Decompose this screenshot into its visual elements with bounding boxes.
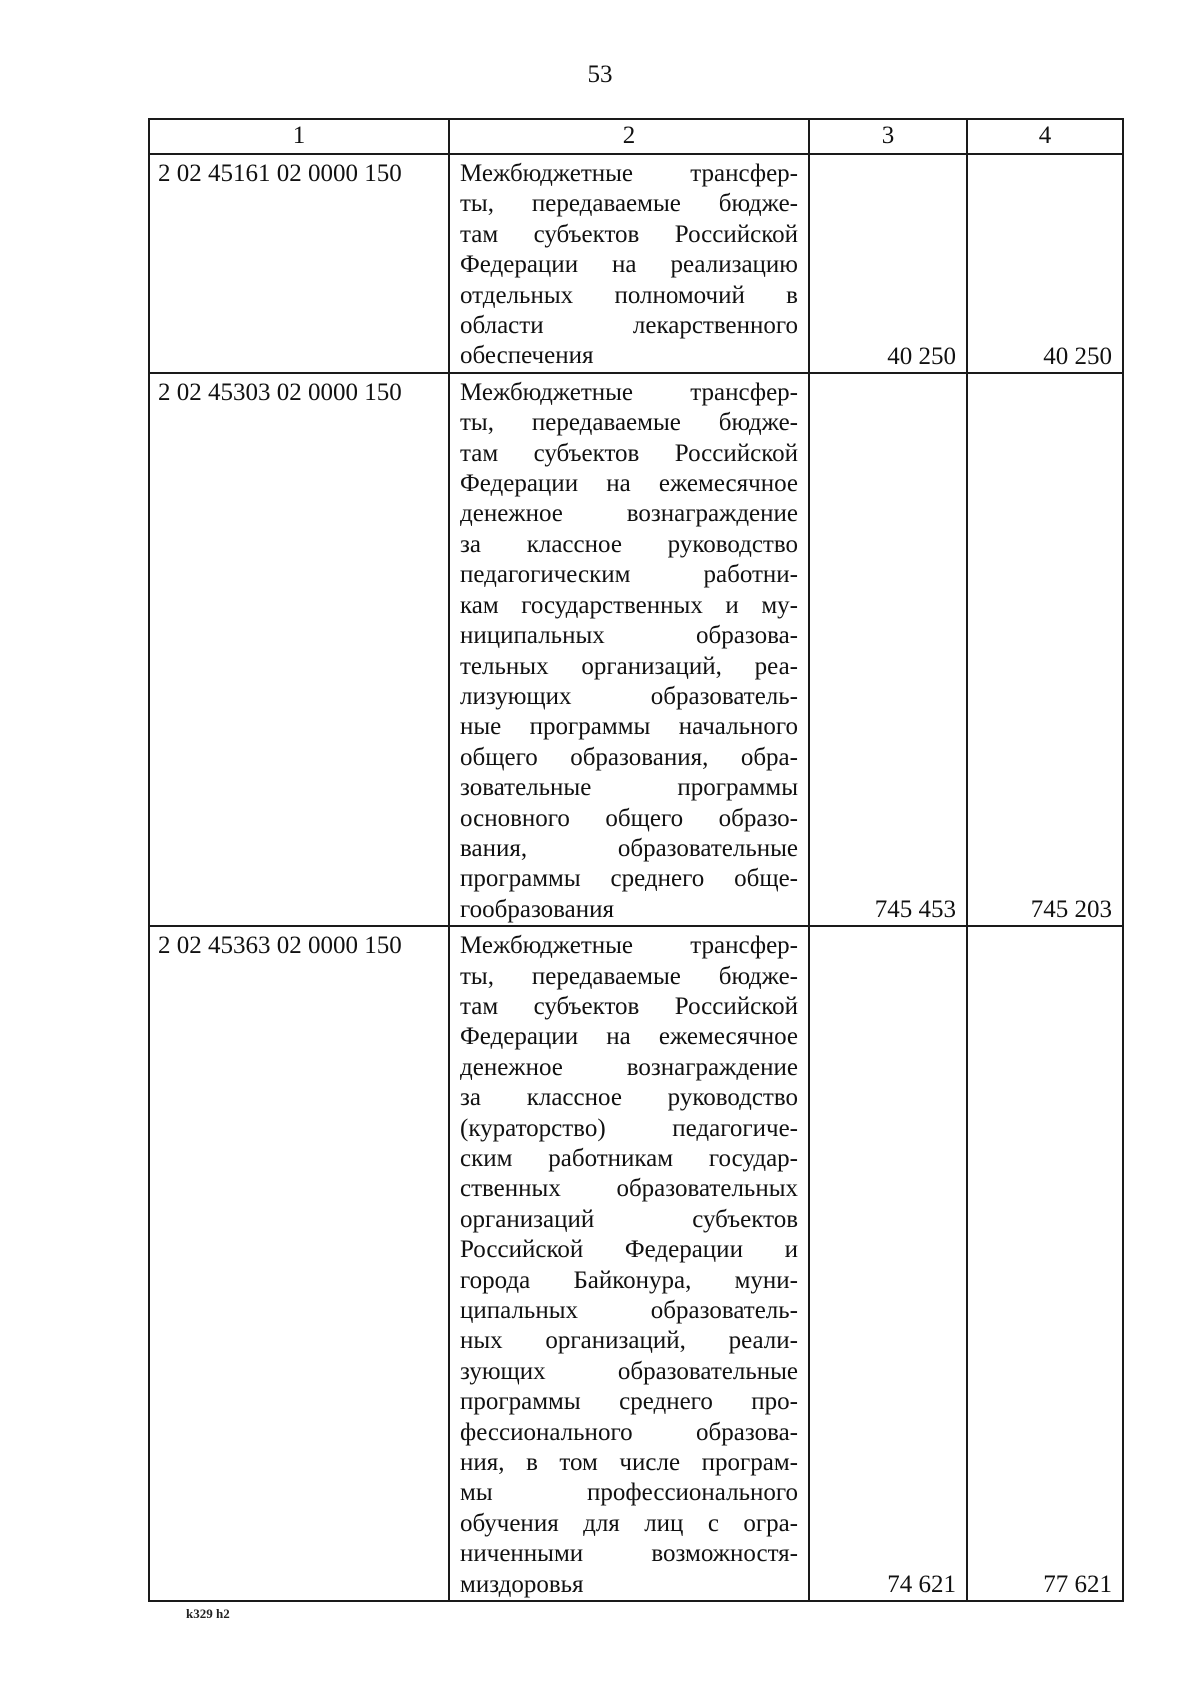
table-body <box>149 154 1123 1601</box>
description-line: зовательные программы <box>460 774 798 802</box>
description-line: ниченными возможностя- <box>460 1540 798 1568</box>
description-line: основного общего образо- <box>460 804 798 832</box>
description-line: го образования <box>460 895 615 923</box>
description-line: вания, образовательные <box>460 834 798 862</box>
description-line: ты, передаваемые бюдже- <box>460 409 798 437</box>
description-line: Российской Федерации и <box>460 1236 798 1264</box>
description-line: там субъектов Российской <box>460 439 798 467</box>
description-line: зующих образовательные <box>460 1357 798 1385</box>
description-line: ты, передаваемые бюдже- <box>460 962 798 990</box>
description-line: лизующих образователь- <box>460 682 798 710</box>
description-line: за классное руководство <box>460 1084 798 1112</box>
amount-cell-col3: 40 250 <box>809 154 967 373</box>
table-header <box>149 119 1123 154</box>
amount-cell-col4: 77 621 <box>967 926 1123 1601</box>
description-cell <box>449 373 809 926</box>
table-row <box>149 926 1123 1601</box>
description-line: Межбюджетные трансфер- <box>460 160 798 187</box>
description-line: области лекарственного <box>460 312 798 340</box>
header-row <box>149 119 1123 154</box>
budget-code-cell: 2 02 45161 02 0000 150 <box>149 154 449 373</box>
description-line: мы профессионального <box>460 1479 798 1507</box>
budget-code-cell: 2 02 45303 02 0000 150 <box>149 373 449 926</box>
amount-cell-col3: 745 453 <box>809 373 967 926</box>
table-row <box>149 373 1123 926</box>
description-line: денежное вознаграждение <box>460 500 798 528</box>
description-line: общего образования, обра- <box>460 743 798 771</box>
page-number: 53 <box>587 61 613 88</box>
description-line: (кураторство) педагогиче- <box>460 1114 798 1142</box>
description-line: Федерации на ежемесячное <box>460 470 798 498</box>
column-header-2: 2 <box>449 119 809 154</box>
description-cell <box>449 154 809 373</box>
column-header-4: 4 <box>967 119 1123 154</box>
budget-code-cell: 2 02 45363 02 0000 150 <box>149 926 449 1601</box>
description-line: кам государственных и му- <box>460 591 798 619</box>
description-line: Межбюджетные трансфер- <box>460 378 798 406</box>
description-line: денежное вознаграждение <box>460 1053 798 1081</box>
description-line: обеспечения <box>460 342 594 370</box>
description-line: там субъектов Российской <box>460 220 798 248</box>
description-line: фессионального образова- <box>460 1418 798 1446</box>
amount-cell-col3: 74 621 <box>809 926 967 1601</box>
column-header-3: 3 <box>809 119 967 154</box>
description-line: организаций субъектов <box>460 1205 798 1233</box>
description-line: ния, в том числе програм- <box>460 1449 798 1477</box>
description-line: ственных образовательных <box>460 1175 798 1203</box>
budget-table <box>148 118 1124 1602</box>
description-line: ми здоровья <box>460 1570 584 1598</box>
description-line: ных организаций, реали- <box>460 1327 798 1355</box>
description-line: обучения для лиц с огра- <box>460 1509 798 1537</box>
description-line: там субъектов Российской <box>460 992 798 1020</box>
description-line: тельных организаций, реа- <box>460 652 798 680</box>
description-line: ные программы начального <box>460 713 798 741</box>
description-line: программы среднего обще- <box>460 865 798 893</box>
column-header-1: 1 <box>149 119 449 154</box>
description-line: ским работникам государ- <box>460 1145 798 1172</box>
description-line: ниципальных образова- <box>460 622 798 650</box>
description-line: ты, передаваемые бюдже- <box>460 190 798 218</box>
description-line: Федерации на ежемесячное <box>460 1023 798 1051</box>
description-line: программы среднего про- <box>460 1388 798 1416</box>
description-line: ципальных образователь- <box>460 1297 798 1325</box>
description-line: за классное руководство <box>460 530 798 558</box>
description-line: отдельных полномочий в <box>460 281 798 309</box>
description-cell <box>449 926 809 1601</box>
table-row <box>149 154 1123 373</box>
amount-cell-col4: 745 203 <box>967 373 1123 926</box>
description-line: Федерации на реализацию <box>460 251 798 279</box>
description-line: Межбюджетные трансфер- <box>460 932 798 960</box>
description-line: города Байконура, муни- <box>460 1266 798 1294</box>
footer-code: k329 h2 <box>186 1606 230 1621</box>
description-line: педагогическим работни- <box>460 561 798 589</box>
amount-cell-col4: 40 250 <box>967 154 1123 373</box>
